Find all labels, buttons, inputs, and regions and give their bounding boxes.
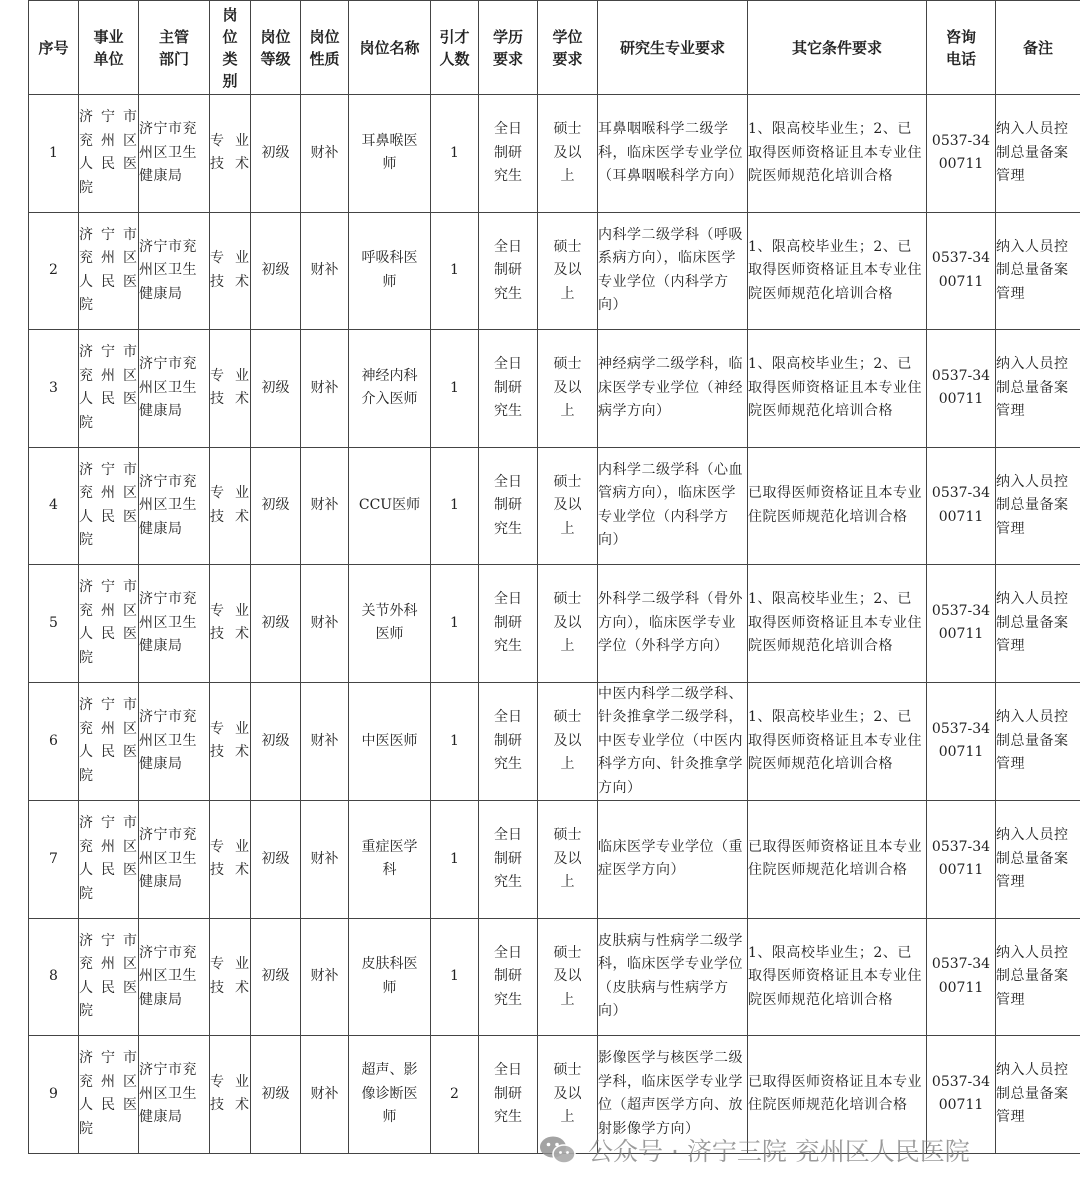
cell-major: 内科学二级学科（心血管病方向），临床医学专业学位（内科学方向） (598, 447, 748, 565)
cell-count: 1 (431, 918, 479, 1036)
cell-index: 6 (29, 682, 79, 801)
cell-nature: 财补 (301, 801, 349, 919)
cell-edu: 全日制研究生 (479, 212, 538, 330)
cell-major: 神经病学二级学科，临床医学专业学位（神经病学方向） (598, 330, 748, 448)
cell-remark: 纳入人员控制总量备案管理 (996, 447, 1080, 565)
cell-phone: 0537-3400711 (927, 212, 996, 330)
table-row (29, 330, 1080, 448)
cell-category: 专业技术 (210, 330, 251, 448)
cell-degree: 硕士及以上 (538, 682, 598, 801)
cell-edu: 全日制研究生 (479, 330, 538, 448)
cell-category: 专业技术 (210, 212, 251, 330)
cell-degree: 硕士及以上 (538, 212, 598, 330)
cell-count: 1 (431, 212, 479, 330)
cell-position: 重症医学科 (349, 801, 431, 919)
cell-level: 初级 (251, 330, 301, 448)
cell-level: 初级 (251, 918, 301, 1036)
cell-degree: 硕士及以上 (538, 1036, 598, 1154)
cell-position: 呼吸科医师 (349, 212, 431, 330)
cell-index: 8 (29, 918, 79, 1036)
cell-phone: 0537-3400711 (927, 447, 996, 565)
cell-degree: 硕士及以上 (538, 565, 598, 683)
cell-other: 1、限高校毕业生；2、已取得医师资格证且本专业住院医师规范化培训合格 (748, 918, 927, 1036)
watermark-text: 公众号 · 济宁三院 兖州区人民医院 (588, 1137, 970, 1166)
cell-count: 1 (431, 801, 479, 919)
cell-count: 1 (431, 447, 479, 565)
cell-nature: 财补 (301, 330, 349, 448)
cell-unit: 济宁市兖州区人民医院 (79, 1036, 139, 1154)
header-degree: 学位要求 (538, 1, 598, 95)
table-row (29, 565, 1080, 683)
cell-unit: 济宁市兖州区人民医院 (79, 447, 139, 565)
cell-position: 关节外科医师 (349, 565, 431, 683)
cell-other: 1、限高校毕业生；2、已取得医师资格证且本专业住院医师规范化培训合格 (748, 682, 927, 801)
table-row (29, 918, 1080, 1036)
cell-other: 1、限高校毕业生；2、已取得医师资格证且本专业住院医师规范化培训合格 (748, 330, 927, 448)
cell-index: 4 (29, 447, 79, 565)
table-row (29, 212, 1080, 330)
cell-major: 耳鼻咽喉科学二级学科，临床医学专业学位（耳鼻咽喉科学方向） (598, 95, 748, 213)
cell-count: 1 (431, 95, 479, 213)
cell-remark: 纳入人员控制总量备案管理 (996, 565, 1080, 683)
cell-edu: 全日制研究生 (479, 565, 538, 683)
header-dept: 主管部门 (139, 1, 210, 95)
cell-degree: 硕士及以上 (538, 95, 598, 213)
cell-category: 专业技术 (210, 565, 251, 683)
cell-phone: 0537-3400711 (927, 95, 996, 213)
cell-phone: 0537-3400711 (927, 1036, 996, 1154)
cell-level: 初级 (251, 565, 301, 683)
cell-position: 中医医师 (349, 682, 431, 801)
table-row (29, 801, 1080, 919)
header-count: 引才人数 (431, 1, 479, 95)
cell-remark: 纳入人员控制总量备案管理 (996, 330, 1080, 448)
cell-unit: 济宁市兖州区人民医院 (79, 682, 139, 801)
cell-nature: 财补 (301, 447, 349, 565)
cell-major: 临床医学专业学位（重症医学方向） (598, 801, 748, 919)
cell-unit: 济宁市兖州区人民医院 (79, 801, 139, 919)
cell-edu: 全日制研究生 (479, 95, 538, 213)
cell-nature: 财补 (301, 682, 349, 801)
cell-position: 耳鼻喉医师 (349, 95, 431, 213)
cell-dept: 济宁市兖州区卫生健康局 (139, 447, 210, 565)
cell-position: CCU医师 (349, 447, 431, 565)
cell-category: 专业技术 (210, 95, 251, 213)
cell-remark: 纳入人员控制总量备案管理 (996, 95, 1080, 213)
cell-phone: 0537-3400711 (927, 330, 996, 448)
cell-phone: 0537-3400711 (927, 682, 996, 801)
header-phone: 咨询电话 (927, 1, 996, 95)
cell-dept: 济宁市兖州区卫生健康局 (139, 682, 210, 801)
cell-other: 1、限高校毕业生；2、已取得医师资格证且本专业住院医师规范化培训合格 (748, 212, 927, 330)
cell-major: 皮肤病与性病学二级学科，临床医学专业学位（皮肤病与性病学方向） (598, 918, 748, 1036)
header-nature: 岗位性质 (301, 1, 349, 95)
header-unit: 事业单位 (79, 1, 139, 95)
cell-remark: 纳入人员控制总量备案管理 (996, 801, 1080, 919)
cell-index: 1 (29, 95, 79, 213)
header-index: 序号 (29, 1, 79, 95)
cell-degree: 硕士及以上 (538, 447, 598, 565)
wechat-icon (538, 1134, 578, 1166)
cell-count: 1 (431, 565, 479, 683)
cell-nature: 财补 (301, 1036, 349, 1154)
recruitment-table (28, 0, 1080, 1154)
cell-phone: 0537-3400711 (927, 918, 996, 1036)
cell-unit: 济宁市兖州区人民医院 (79, 95, 139, 213)
cell-major: 内科学二级学科（呼吸系病方向），临床医学专业学位（内科学方向） (598, 212, 748, 330)
cell-nature: 财补 (301, 565, 349, 683)
cell-other: 已取得医师资格证且本专业住院医师规范化培训合格 (748, 801, 927, 919)
cell-dept: 济宁市兖州区卫生健康局 (139, 801, 210, 919)
cell-index: 3 (29, 330, 79, 448)
cell-remark: 纳入人员控制总量备案管理 (996, 682, 1080, 801)
cell-level: 初级 (251, 447, 301, 565)
cell-count: 2 (431, 1036, 479, 1154)
cell-phone: 0537-3400711 (927, 801, 996, 919)
header-category: 岗位类别 (210, 1, 251, 95)
cell-other: 1、限高校毕业生；2、已取得医师资格证且本专业住院医师规范化培训合格 (748, 565, 927, 683)
cell-nature: 财补 (301, 918, 349, 1036)
cell-major: 影像医学与核医学二级学科，临床医学专业学位（超声医学方向、放射影像学方向） (598, 1036, 748, 1154)
cell-level: 初级 (251, 95, 301, 213)
cell-degree: 硕士及以上 (538, 330, 598, 448)
cell-edu: 全日制研究生 (479, 1036, 538, 1154)
cell-count: 1 (431, 682, 479, 801)
cell-dept: 济宁市兖州区卫生健康局 (139, 918, 210, 1036)
header-position: 岗位名称 (349, 1, 431, 95)
cell-level: 初级 (251, 801, 301, 919)
header-edu: 学历要求 (479, 1, 538, 95)
cell-nature: 财补 (301, 212, 349, 330)
cell-dept: 济宁市兖州区卫生健康局 (139, 212, 210, 330)
table-row (29, 447, 1080, 565)
cell-index: 7 (29, 801, 79, 919)
watermark (538, 1132, 970, 1168)
header-major: 研究生专业要求 (598, 1, 748, 95)
cell-position: 神经内科介入医师 (349, 330, 431, 448)
cell-unit: 济宁市兖州区人民医院 (79, 330, 139, 448)
cell-category: 专业技术 (210, 1036, 251, 1154)
cell-position: 皮肤科医师 (349, 918, 431, 1036)
cell-edu: 全日制研究生 (479, 918, 538, 1036)
cell-phone: 0537-3400711 (927, 565, 996, 683)
header-level: 岗位等级 (251, 1, 301, 95)
cell-other: 已取得医师资格证且本专业住院医师规范化培训合格 (748, 1036, 927, 1154)
cell-category: 专业技术 (210, 918, 251, 1036)
cell-count: 1 (431, 330, 479, 448)
cell-category: 专业技术 (210, 447, 251, 565)
cell-unit: 济宁市兖州区人民医院 (79, 918, 139, 1036)
header-remark: 备注 (996, 1, 1080, 95)
table-row (29, 95, 1080, 213)
cell-degree: 硕士及以上 (538, 918, 598, 1036)
cell-major: 外科学二级学科（骨外方向），临床医学专业学位（外科学方向） (598, 565, 748, 683)
cell-level: 初级 (251, 1036, 301, 1154)
header-other: 其它条件要求 (748, 1, 927, 95)
cell-major: 中医内科学二级学科、针灸推拿学二级学科，中医专业学位（中医内科学方向、针灸推拿学方向） (598, 682, 748, 801)
cell-degree: 硕士及以上 (538, 801, 598, 919)
cell-dept: 济宁市兖州区卫生健康局 (139, 565, 210, 683)
cell-edu: 全日制研究生 (479, 801, 538, 919)
cell-index: 2 (29, 212, 79, 330)
cell-dept: 济宁市兖州区卫生健康局 (139, 1036, 210, 1154)
cell-index: 9 (29, 1036, 79, 1154)
cell-remark: 纳入人员控制总量备案管理 (996, 918, 1080, 1036)
table-row (29, 682, 1080, 801)
cell-edu: 全日制研究生 (479, 682, 538, 801)
cell-remark: 纳入人员控制总量备案管理 (996, 212, 1080, 330)
cell-dept: 济宁市兖州区卫生健康局 (139, 330, 210, 448)
cell-index: 5 (29, 565, 79, 683)
cell-position: 超声、影像诊断医师 (349, 1036, 431, 1154)
cell-edu: 全日制研究生 (479, 447, 538, 565)
header-row (29, 1, 1080, 95)
cell-level: 初级 (251, 212, 301, 330)
cell-dept: 济宁市兖州区卫生健康局 (139, 95, 210, 213)
cell-nature: 财补 (301, 95, 349, 213)
cell-remark: 纳入人员控制总量备案管理 (996, 1036, 1080, 1154)
cell-unit: 济宁市兖州区人民医院 (79, 212, 139, 330)
cell-other: 已取得医师资格证且本专业住院医师规范化培训合格 (748, 447, 927, 565)
cell-category: 专业技术 (210, 682, 251, 801)
cell-category: 专业技术 (210, 801, 251, 919)
cell-other: 1、限高校毕业生；2、已取得医师资格证且本专业住院医师规范化培训合格 (748, 95, 927, 213)
cell-unit: 济宁市兖州区人民医院 (79, 565, 139, 683)
cell-level: 初级 (251, 682, 301, 801)
